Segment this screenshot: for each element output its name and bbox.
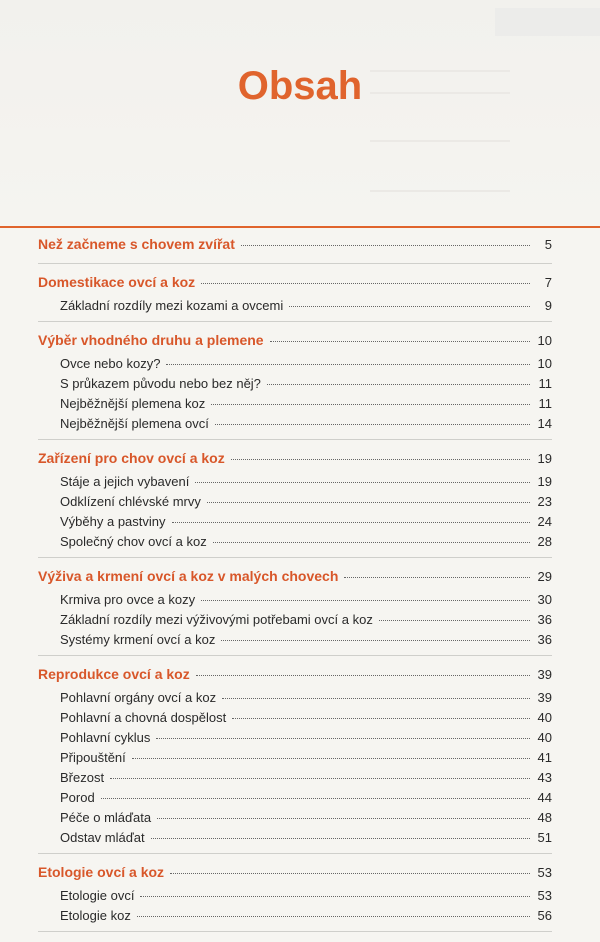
- toc-entry[interactable]: [38, 790, 552, 810]
- page-number: 24: [537, 514, 552, 529]
- dot-leader: [110, 778, 530, 779]
- toc-entry[interactable]: [38, 474, 552, 494]
- toc-chapter[interactable]: [38, 236, 552, 260]
- toc-section: [38, 236, 552, 264]
- dot-leader: [222, 698, 530, 699]
- toc-entry-label: Společný chov ovcí a koz: [60, 534, 207, 549]
- dot-leader: [232, 718, 530, 719]
- toc-chapter-label: Než začneme s chovem zvířat: [38, 236, 235, 252]
- toc-entry[interactable]: [38, 396, 552, 416]
- toc-entry-label: Stáje a jejich vybavení: [60, 474, 190, 489]
- toc-section: [38, 332, 552, 440]
- page-number: 30: [537, 592, 552, 607]
- page-number: 29: [537, 569, 552, 584]
- toc-entry-label: Pohlavní a chovná dospělost: [60, 710, 227, 725]
- toc-entry-label: Základní rozdíly mezi výživovými potřebami ovcí a koz: [60, 612, 373, 627]
- toc-entry-label: Nejběžnější plemena koz: [60, 396, 206, 411]
- toc-entry[interactable]: [38, 710, 552, 730]
- toc-entry-label: Březost: [60, 770, 105, 785]
- page-number: 43: [537, 770, 552, 785]
- toc-chapter[interactable]: [38, 666, 552, 690]
- toc-chapter-label: Etologie ovcí a koz: [38, 864, 165, 880]
- toc-chapter-label: Výběr vhodného druhu a plemene: [38, 332, 264, 348]
- dot-leader: [241, 245, 530, 246]
- toc-entry-label: Krmiva pro ovce a kozy: [60, 592, 196, 607]
- toc-entry[interactable]: [38, 810, 552, 830]
- toc-entry-label: Výběhy a pastviny: [60, 514, 166, 529]
- toc-entry-label: Odklízení chlévské mrvy: [60, 494, 201, 509]
- show-through-background: [0, 0, 600, 225]
- toc-chapter[interactable]: [38, 864, 552, 888]
- toc-section: [38, 450, 552, 558]
- dot-leader: [157, 818, 530, 819]
- dot-leader: [267, 384, 530, 385]
- dot-leader: [195, 482, 530, 483]
- page-number: 5: [544, 237, 552, 252]
- toc-chapter[interactable]: [38, 332, 552, 356]
- page-number: 7: [544, 275, 552, 290]
- toc-chapter[interactable]: [38, 450, 552, 474]
- page-number: 51: [537, 830, 552, 845]
- toc-chapter-label: Domestikace ovcí a koz: [38, 274, 196, 290]
- toc-chapter[interactable]: [38, 274, 552, 298]
- page-number: 40: [537, 710, 552, 725]
- page-number: 28: [537, 534, 552, 549]
- dot-leader: [344, 577, 530, 578]
- toc-entry[interactable]: [38, 750, 552, 770]
- toc-entry[interactable]: [38, 514, 552, 534]
- toc-entry[interactable]: [38, 632, 552, 652]
- toc-entry[interactable]: [38, 592, 552, 612]
- dot-leader: [151, 838, 530, 839]
- toc-section: [38, 864, 552, 932]
- page-number: 11: [538, 396, 552, 411]
- dot-leader: [231, 459, 530, 460]
- page-number: 53: [537, 888, 552, 903]
- toc-section: [38, 568, 552, 656]
- toc-entry[interactable]: [38, 416, 552, 436]
- dot-leader: [211, 404, 530, 405]
- toc-entry-label: S průkazem původu nebo bez něj?: [60, 376, 261, 391]
- dot-leader: [101, 798, 530, 799]
- toc-entry-label: Základní rozdíly mezi kozami a ovcemi: [60, 298, 284, 313]
- dot-leader: [170, 873, 530, 874]
- toc-entry[interactable]: [38, 830, 552, 850]
- page-number: 36: [537, 612, 552, 627]
- dot-leader: [215, 424, 530, 425]
- toc-entry[interactable]: [38, 376, 552, 396]
- page-number: 48: [537, 810, 552, 825]
- toc-entry[interactable]: [38, 494, 552, 514]
- page-number: 53: [537, 865, 552, 880]
- dot-leader: [201, 600, 530, 601]
- toc-entry[interactable]: [38, 730, 552, 750]
- dot-leader: [140, 896, 530, 897]
- dot-leader: [289, 306, 530, 307]
- page-number: 9: [544, 298, 552, 313]
- toc-entry-label: Připouštění: [60, 750, 126, 765]
- header-rule: [0, 226, 600, 228]
- page-number: 10: [537, 356, 552, 371]
- dot-leader: [379, 620, 530, 621]
- page-number: 40: [537, 730, 552, 745]
- toc-chapter-label: Výživa a krmení ovcí a koz v malých chovech: [38, 568, 339, 584]
- toc-entry-label: Etologie ovcí: [60, 888, 135, 903]
- dot-leader: [137, 916, 530, 917]
- dot-leader: [213, 542, 530, 543]
- page-number: 41: [537, 750, 552, 765]
- dot-leader: [132, 758, 530, 759]
- toc-entry-label: Systémy krmení ovcí a koz: [60, 632, 216, 647]
- dot-leader: [172, 522, 530, 523]
- page-title: Obsah: [237, 64, 363, 108]
- toc-entry-label: Péče o mláďata: [60, 810, 152, 825]
- page-number: 56: [537, 908, 552, 923]
- toc-entry[interactable]: [38, 908, 552, 928]
- toc-entry[interactable]: [38, 690, 552, 710]
- toc-entry[interactable]: [38, 770, 552, 790]
- toc-entry-label: Pohlavní orgány ovcí a koz: [60, 690, 217, 705]
- dot-leader: [270, 341, 530, 342]
- ghost-tab: [495, 8, 600, 36]
- toc-chapter-label: Reprodukce ovcí a koz: [38, 666, 190, 682]
- dot-leader: [156, 738, 530, 739]
- toc-entry-label: Porod: [60, 790, 95, 805]
- page-number: 10: [537, 333, 552, 348]
- toc-chapter-label: Zařízení pro chov ovcí a koz: [38, 450, 225, 466]
- toc-chapter[interactable]: [38, 568, 552, 592]
- dot-leader: [196, 675, 530, 676]
- toc-entry[interactable]: [38, 298, 552, 318]
- dot-leader: [207, 502, 530, 503]
- page-number: 14: [537, 416, 552, 431]
- toc-entry-label: Pohlavní cyklus: [60, 730, 151, 745]
- table-of-contents: [38, 236, 552, 942]
- page-number: 19: [537, 451, 552, 466]
- page-number: 39: [537, 667, 552, 682]
- toc-entry-label: Ovce nebo kozy?: [60, 356, 161, 371]
- toc-entry[interactable]: [38, 356, 552, 376]
- toc-entry[interactable]: [38, 888, 552, 908]
- toc-section: [38, 666, 552, 854]
- page-number: 39: [537, 690, 552, 705]
- toc-entry[interactable]: [38, 612, 552, 632]
- toc-entry-label: Odstav mláďat: [60, 830, 145, 845]
- dot-leader: [201, 283, 530, 284]
- page-number: 19: [537, 474, 552, 489]
- toc-entry[interactable]: [38, 534, 552, 554]
- toc-entry-label: Etologie koz: [60, 908, 131, 923]
- dot-leader: [221, 640, 530, 641]
- toc-entry-label: Nejběžnější plemena ovcí: [60, 416, 209, 431]
- page-number: 36: [537, 632, 552, 647]
- dot-leader: [166, 364, 530, 365]
- page-number: 11: [538, 376, 552, 391]
- page-number: 44: [537, 790, 552, 805]
- toc-section: [38, 274, 552, 322]
- page-number: 23: [537, 494, 552, 509]
